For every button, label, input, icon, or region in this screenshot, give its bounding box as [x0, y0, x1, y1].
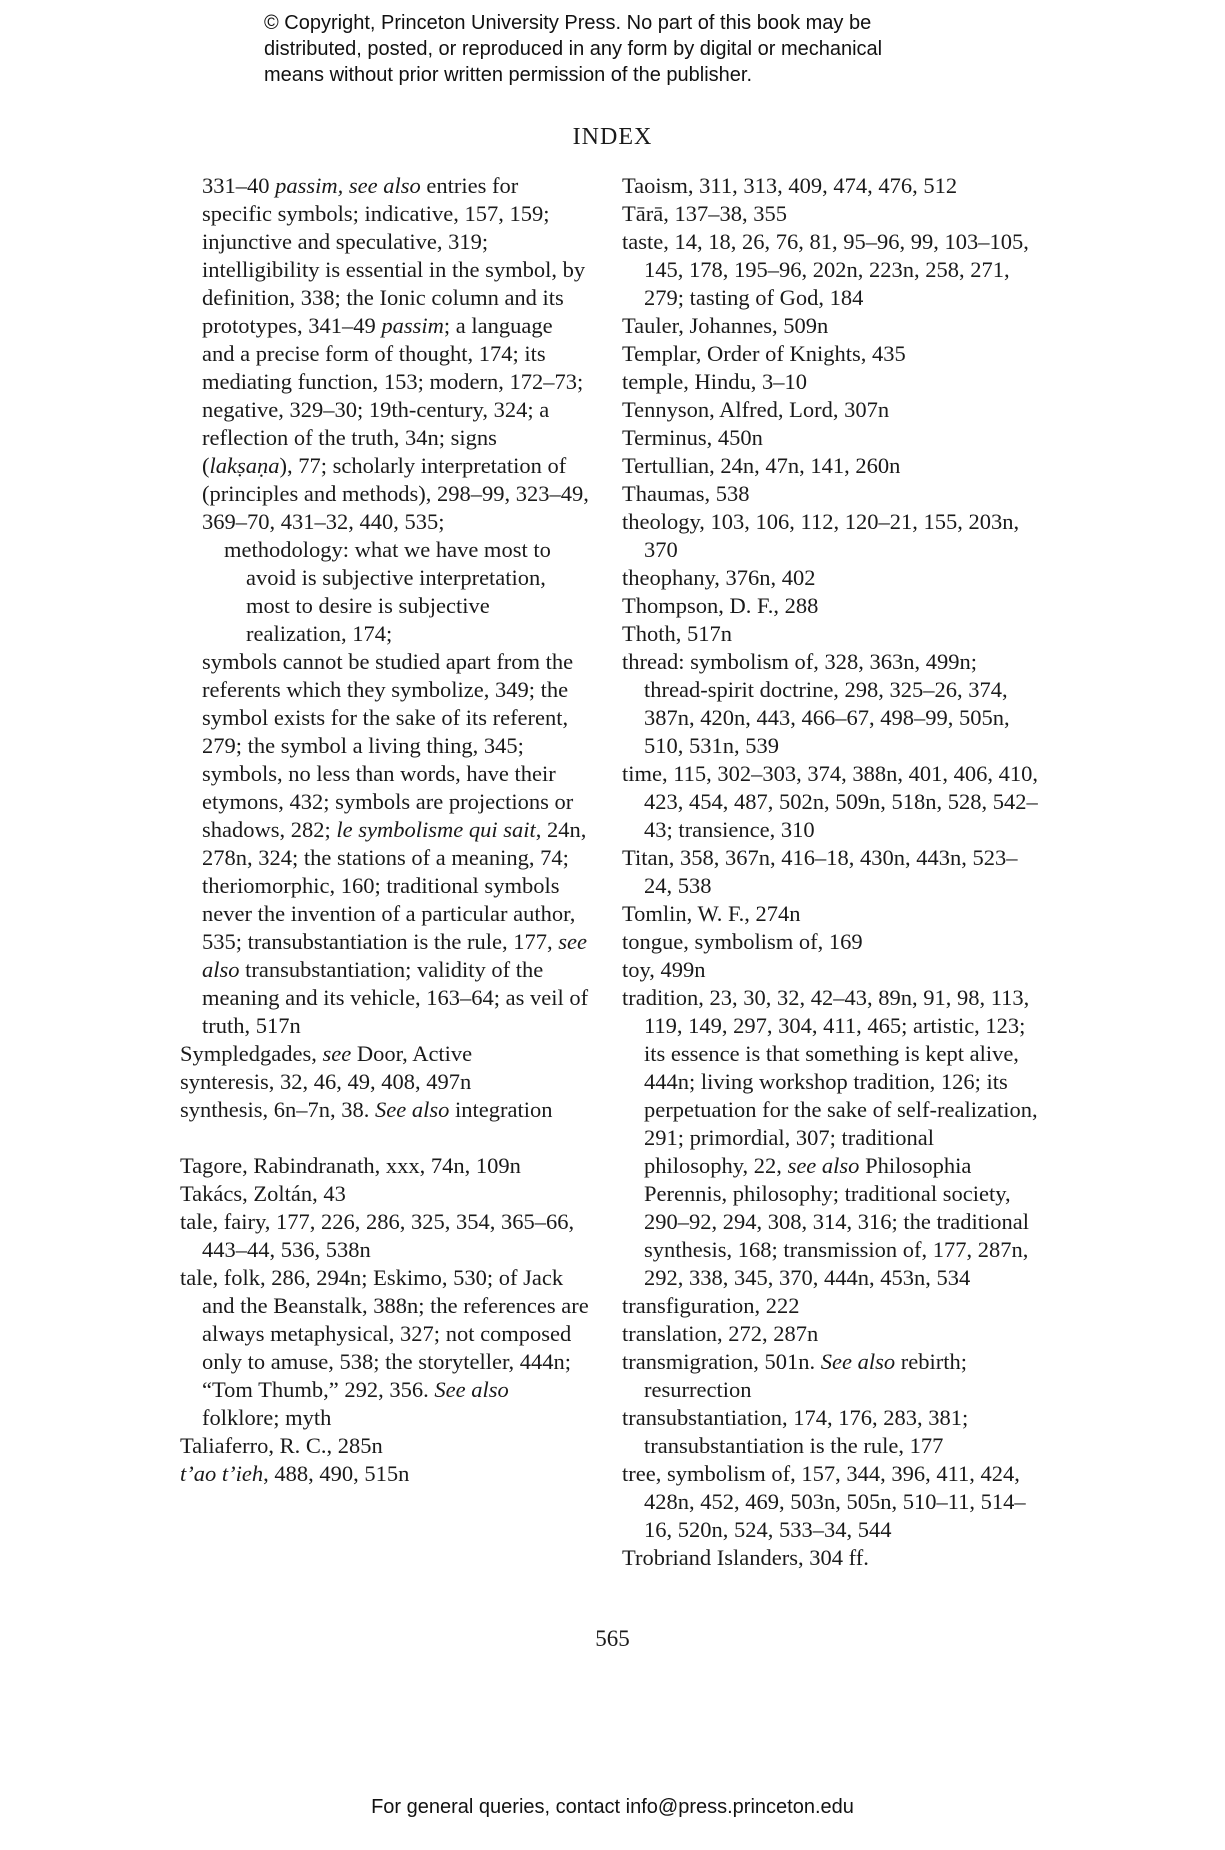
index-entry-tara: Tārā, 137–38, 355 [622, 201, 787, 226]
index-entry-takacs: Takács, Zoltán, 43 [180, 1181, 346, 1206]
index-column-right [622, 172, 1042, 1572]
index-entry-tertullian: Tertullian, 24n, 47n, 141, 260n [622, 453, 901, 478]
copyright-line-3: means without prior written permission of the publisher. [264, 64, 753, 86]
index-entry-tagore: Tagore, Rabindranath, xxx, 74n, 109n [180, 1153, 521, 1178]
index-entry-tale-fairy: tale, fairy, 177, 226, 286, 325, 354, 365–66, 443–44, 536, 538n [180, 1209, 575, 1262]
index-entry-templar: Templar, Order of Knights, 435 [622, 341, 906, 366]
index-entry-transubstantiation: transubstantiation, 174, 176, 283, 381; transubstantiation is the rule, 177 [622, 1405, 969, 1458]
index-entry-tale-folk: tale, folk, 286, 294n; Eskimo, 530; of Jack and the Beanstalk, 388n; the references are always metaphysical, 327; not composed only to amuse, 538; the storyteller, 444n; “Tom Thumb,” 292, 356. See also folklore; myth [180, 1265, 589, 1430]
index-entry-thread: thread: symbolism of, 328, 363n, 499n; thread-spirit doctrine, 298, 325–26, 374, 387n, 420n, 443, 466–67, 498–99, 505n, 510, 531n, 539 [622, 649, 1010, 758]
index-entry-continuation: 331–40 passim, see also entries for specific symbols; indicative, 157, 159; injunctive and speculative, 319; intelligibility is essential in the symbol, by definition, 338; the Ionic column and its prototypes, 341–49 passim; a language and a precise form of thought, 174; its mediating function, 153; modern, 172–73; negative, 329–30; 19th-century, 324; a reflection of the truth, 34n; signs (lakṣaṇa), 77; scholarly interpretation of (principles and methods), 298–99, 323–49, 369–70, 431–32, 440, 535; [202, 173, 589, 534]
index-entry-toy: toy, 499n [622, 957, 706, 982]
index-entry-sympledgades: Sympledgades, see Door, Active [180, 1041, 473, 1066]
index-entry-tennyson: Tennyson, Alfred, Lord, 307n [622, 397, 890, 422]
index-entry-tree: tree, symbolism of, 157, 344, 396, 411, 424, 428n, 452, 469, 503n, 505n, 510–11, 514–16, 520n, 524, 533–34, 544 [622, 1461, 1026, 1542]
copyright-line-1: © Copyright, Princeton University Press. No part of this book may be [264, 12, 872, 34]
index-entry-trobriand: Trobriand Islanders, 304 ff. [622, 1545, 869, 1570]
index-entry-tongue: tongue, symbolism of, 169 [622, 929, 863, 954]
index-entry-theophany: theophany, 376n, 402 [622, 565, 816, 590]
index-entry-thaumas: Thaumas, 538 [622, 481, 750, 506]
index-entry-terminus: Terminus, 450n [622, 425, 763, 450]
index-entry-taotieh: t’ao t’ieh, 488, 490, 515n [180, 1461, 410, 1486]
index-entry-time: time, 115, 302–303, 374, 388n, 401, 406, 410, 423, 454, 487, 502n, 509n, 518n, 528, 542–43; transience, 310 [622, 761, 1039, 842]
index-entry-titan: Titan, 358, 367n, 416–18, 430n, 443n, 523–24, 538 [622, 845, 1018, 898]
index-entry-synteresis: synteresis, 32, 46, 49, 408, 497n [180, 1069, 472, 1094]
index-subentry-methodology: methodology: what we have most to avoid is subjective interpretation, most to desire is subjective realization, 174; [224, 537, 551, 646]
index-entry-tauler: Tauler, Johannes, 509n [622, 313, 829, 338]
copyright-notice [264, 10, 984, 88]
index-entry-taliaferro: Taliaferro, R. C., 285n [180, 1433, 383, 1458]
page-number: 565 [595, 1626, 630, 1651]
index-entry-theology: theology, 103, 106, 112, 120–21, 155, 203n, 370 [622, 509, 1020, 562]
index-entry-transfiguration: transfiguration, 222 [622, 1293, 800, 1318]
index-entry-tomlin: Tomlin, W. F., 274n [622, 901, 801, 926]
index-entry-synthesis: synthesis, 6n–7n, 38. See also integration [180, 1097, 553, 1122]
index-entry-transmigration: transmigration, 501n. See also rebirth; resurrection [622, 1349, 967, 1402]
index-subentry-symbols: symbols cannot be studied apart from the referents which they symbolize, 349; the symbol exists for the sake of its referent, 279; the symbol a living thing, 345; symbols, no less than words, have their etymons, 432; symbols are projections or shadows, 282; le symbolisme qui sait, 24n, 278n, 324; the stations of a meaning, 74; theriomorphic, 160; traditional symbols never the invention of a particular author, 535; transubstantiation is the rule, 177, see also transubstantiation; validity of the meaning and its vehicle, 163–64; as veil of truth, 517n [202, 649, 589, 1038]
copyright-line-2: distributed, posted, or reproduced in any form by digital or mechanical [264, 38, 883, 60]
section-gap [180, 1124, 590, 1152]
index-entry-temple: temple, Hindu, 3–10 [622, 369, 807, 394]
index-entry-translation: translation, 272, 287n [622, 1321, 819, 1346]
footer-contact: For general queries, contact info@press.princeton.edu [371, 1796, 854, 1818]
index-entry-thoth: Thoth, 517n [622, 621, 732, 646]
index-entry-taste: taste, 14, 18, 26, 76, 81, 95–96, 99, 103–105, 145, 178, 195–96, 202n, 223n, 258, 271, 279; tasting of God, 184 [622, 229, 1029, 310]
index-entry-thompson: Thompson, D. F., 288 [622, 593, 819, 618]
index-column-left [180, 172, 590, 1488]
index-entry-tradition: tradition, 23, 30, 32, 42–43, 89n, 91, 98, 113, 119, 149, 297, 304, 411, 465; artistic, 123; its essence is that something is kept alive, 444n; living workshop tradition, 126; its perpetuation for the sake of self-realization, 291; primordial, 307; traditional philosophy, 22, see also Philosophia Perennis, philosophy; traditional society, 290–92, 294, 308, 314, 316; the traditional synthesis, 168; transmission of, 177, 287n, 292, 338, 345, 370, 444n, 453n, 534 [622, 985, 1038, 1290]
index-entry-taoism: Taoism, 311, 313, 409, 474, 476, 512 [622, 173, 958, 198]
page-header: INDEX [572, 124, 653, 150]
